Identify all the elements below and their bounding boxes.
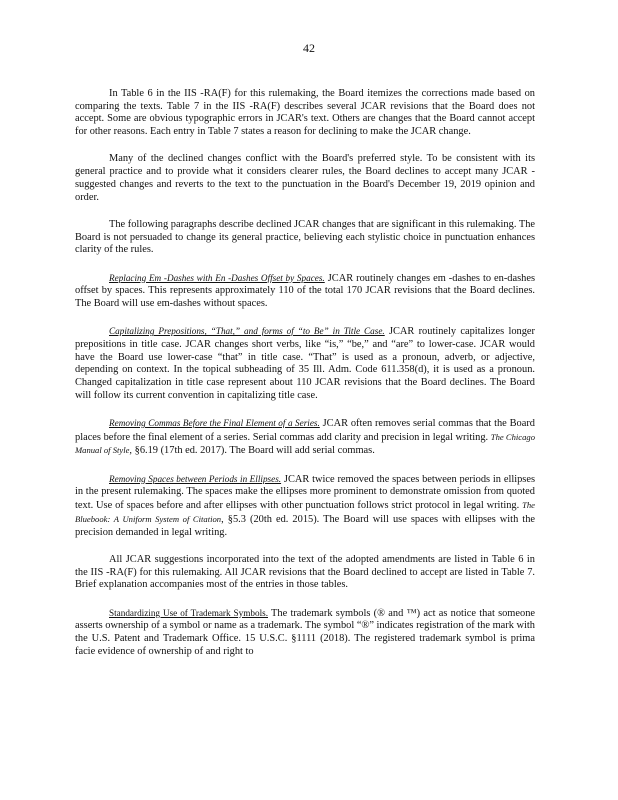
paragraph-text-continued: , §5.3 (20th ed. 2015). The Board will use spaces with ellipses with the precision demanded in legal writing. xyxy=(75,513,536,538)
paragraph xyxy=(75,417,535,458)
paragraph xyxy=(75,88,535,139)
paragraph-heading: Removing Spaces between Periods in Ellipses. xyxy=(109,473,282,484)
paragraph-text: The following paragraphs describe declined JCAR changes that are significant in this rulemaking. The Board is not persuaded to change its general practice, believing each stylistic choice in punctuation enhances clarity of the rules. xyxy=(75,218,535,256)
paragraph-text: All JCAR suggestions incorporated into the text of the adopted amendments are listed in Table 6 in the IIS -RA(F) for this rulemaking. All JCAR revisions that the Board declined to accept are listed in Table 7. Brief explanation accompanies most of the entries in those tables. xyxy=(75,553,535,591)
citation-title: The Bluebook: A Uniform System of Citation xyxy=(75,500,535,524)
paragraph-text: JCAR routinely changes em -dashes to en-dashes offset by spaces. This represents approximately 110 of the total 170 JCAR revisions that the Board declines. The Board will use em-dashes without spaces. xyxy=(75,272,535,309)
paragraph xyxy=(75,554,535,592)
paragraph-text: In Table 6 in the IIS -RA(F) for this rulemaking, the Board itemizes the corrections made based on comparing the texts. Table 7 in the IIS -RA(F) describes several JCAR revisions that the Board does not accept. Some are obvious typographic errors in JCAR's text. Others are changes that the Board cannot accept for other reasons. Each entry in Table 7 states a reason for declining to make the JCAR change. xyxy=(75,88,535,138)
paragraph xyxy=(75,219,535,257)
paragraph-text: JCAR routinely capitalizes longer prepositions in title case. JCAR changes short verbs, like “is,” “be,” and “are” to lower-case. JCAR would have the Board use lower-case “that” in title case. “That” is used as a pronoun, adverb, or adjective, depending on context. In the topical subheading of 35 Ill. Adm. Code 611.358(d), it is used as a pronoun. Changed capitalization in title case represent about 110 JCAR revisions that the Board declines. The Board will follow its current convention in capitalizing title case. xyxy=(75,326,535,401)
paragraph xyxy=(75,325,535,402)
paragraph xyxy=(75,153,535,204)
paragraph xyxy=(75,272,535,311)
paragraph-text: The trademark symbols (® and ™) act as notice that someone asserts ownership of a symbol or name as a trademark. The symbol “®” indicates registration of the mark with the U.S. Patent and Trademark Office. 15 U.S.C. §1111 (2018). The registered trademark symbol is prima facie evidence of ownership of and right to xyxy=(75,607,536,657)
page-number: 42 xyxy=(303,41,315,55)
paragraph-text: JCAR often removes serial commas that the Board places before the final element of a series. Serial commas add clarity and precision in legal writing. xyxy=(75,418,535,443)
paragraph-text: Many of the declined changes conflict with the Board's preferred style. To be consistent with its general practice and to provide what it considers clearer rules, the Board declines to accept many JCAR -suggested changes and reverts to the text to the punctuation in the Board's December 19, 2019 opinion and order. xyxy=(75,153,535,203)
paragraph xyxy=(75,473,535,540)
paragraph xyxy=(75,607,535,659)
paragraph-text-continued: , §6.19 (17th ed. 2017). The Board will add serial commas. xyxy=(129,445,375,457)
paragraph-heading: Standardizing Use of Trademark Symbols. xyxy=(109,607,268,618)
citation-title: The Chicago Manual of Style xyxy=(75,431,535,456)
paragraph-heading: Replacing Em -Dashes with En -Dashes Offset by Spaces. xyxy=(109,272,325,283)
paragraph-text: JCAR twice removed the spaces between periods in ellipses in the present rulemaking. The spaces make the ellipses more prominent to demonstrate omission from quoted text. Use of spaces before and after ellipses with other punctuation follows strict protocol in legal writing. xyxy=(75,473,535,512)
paragraph-heading: Removing Commas Before the Final Element of a Series. xyxy=(109,418,320,429)
body-text xyxy=(75,88,535,673)
paragraph-heading: Capitalizing Prepositions, “That,” and forms of “to Be” in Title Case. xyxy=(109,326,385,337)
